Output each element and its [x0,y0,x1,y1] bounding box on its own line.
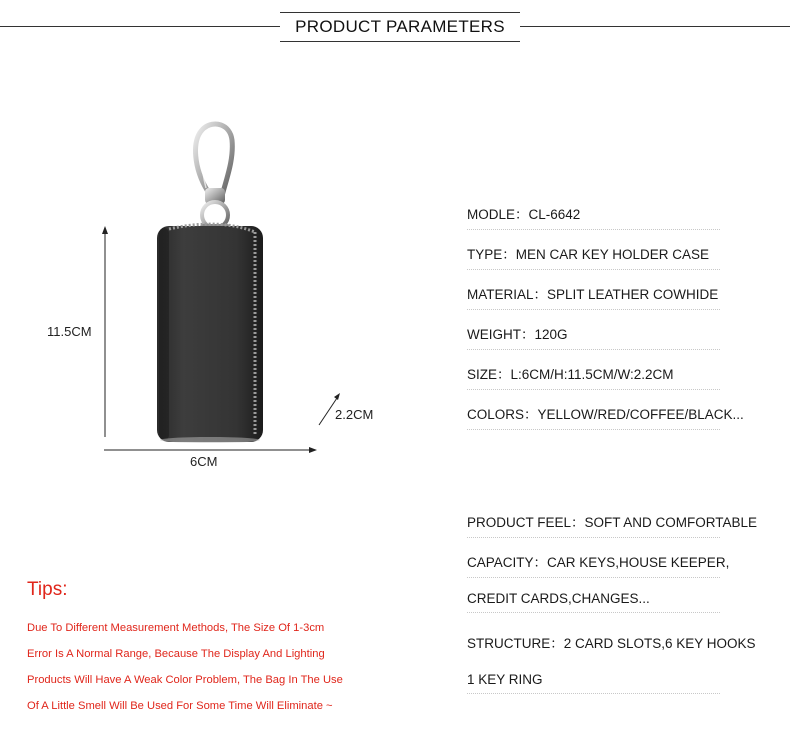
section-title: PRODUCT PARAMETERS [280,12,520,42]
depth-label: 2.2CM [335,407,374,422]
width-dimension-arrow [104,447,317,453]
spec-key-ring: 1 KEY RING [467,672,720,694]
header-rule-left [0,26,280,27]
tip-line: Of A Little Smell Will Be Used For Some Time Will Eliminate ~ [27,700,333,712]
tip-line: Due To Different Measurement Methods, The Size Of 1-3cm [27,622,325,634]
spec-product-feel: PRODUCT FEEL：SOFT AND COMFORTABLE [467,511,720,538]
tip-line: Error Is A Normal Range, Because The Display And Lighting [27,648,325,660]
spec-colors: COLORS：YELLOW/RED/COFFEE/BLACK... [467,403,720,430]
spec-type: TYPE：MEN CAR KEY HOLDER CASE [467,243,720,270]
header-rule-right [520,26,790,27]
tips-title: Tips: [27,579,68,600]
height-label: 11.5CM [47,324,92,339]
spec-capacity-cont: CREDIT CARDS,CHANGES... [467,591,720,613]
section-header [0,0,790,50]
width-label: 6CM [190,454,218,469]
key-case-body [157,224,263,443]
spec-material: MATERIAL：SPLIT LEATHER COWHIDE [467,283,720,310]
spec-structure: STRUCTURE：2 CARD SLOTS,6 KEY HOOKS [467,636,756,651]
spec-capacity: CAPACITY：CAR KEYS,HOUSE KEEPER, [467,551,720,578]
carabiner-clip [196,124,233,232]
spec-model: MODLE：CL-6642 [467,203,720,230]
tip-line: Products Will Have A Weak Color Problem, The Bag In The Use [27,674,343,686]
product-illustration [0,100,400,480]
spec-size: SIZE：L:6CM/H:11.5CM/W:2.2CM [467,363,720,390]
spec-weight: WEIGHT：120G [467,323,720,350]
height-dimension-arrow [102,226,108,437]
